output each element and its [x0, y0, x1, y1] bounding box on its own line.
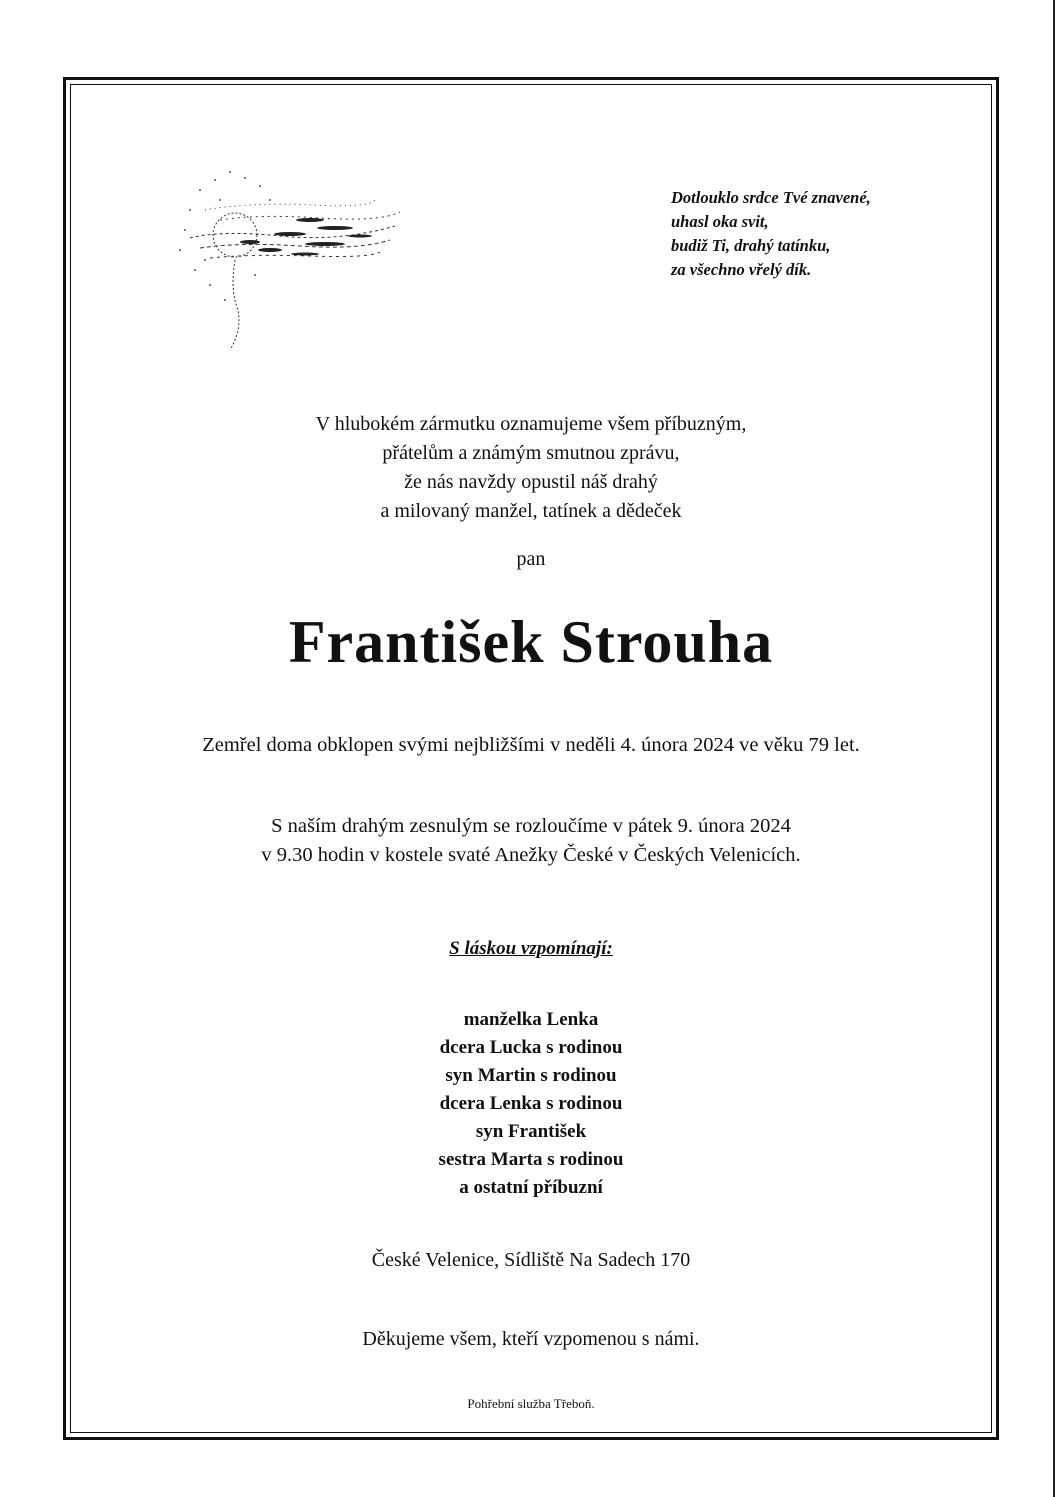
page-edge-line	[1053, 0, 1055, 1497]
sunset-illustration	[160, 150, 410, 360]
honorific: pan	[516, 548, 546, 570]
intro-line: přátelům a známým smutnou zprávu,	[382, 442, 680, 464]
funeral-details	[70, 812, 992, 870]
address: České Velenice, Sídliště Na Sadech 170	[371, 1249, 691, 1271]
remember-heading: S láskou vzpomínají:	[449, 938, 613, 959]
poem-line: za všechno vřelý dík.	[671, 260, 812, 279]
intro-line: a milovaný manžel, tatínek a dědeček	[380, 500, 682, 522]
family-member: syn František	[475, 1121, 587, 1142]
thanks-line: Děkujeme všem, kteří vzpomenou s námi.	[362, 1328, 700, 1350]
funeral-line: S naším drahým zesnulým se rozloučíme v pátek 9. února 2024	[271, 815, 791, 837]
family-member: sestra Marta s rodinou	[438, 1149, 624, 1170]
family-member: dcera Lucka s rodinou	[439, 1037, 623, 1058]
announcement-intro	[70, 410, 992, 526]
poem-line: uhasl oka svit,	[671, 212, 769, 231]
deceased-name: František Strouha	[288, 609, 774, 675]
funeral-line: v 9.30 hodin v kostele svaté Anežky České v Českých Velenicích.	[261, 844, 801, 866]
intro-line: že nás navždy opustil náš drahý	[404, 471, 658, 493]
family-member: syn Martin s rodinou	[445, 1065, 617, 1086]
funeral-agency: Pohřební služba Třeboň.	[467, 1396, 595, 1411]
family-member: a ostatní příbuzní	[459, 1177, 603, 1198]
intro-line: V hlubokém zármutku oznamujeme všem příbuzným,	[315, 413, 747, 435]
poem-line: Dotlouklo srdce Tvé znavené,	[671, 188, 871, 207]
family-list	[70, 1006, 992, 1202]
family-member: dcera Lenka s rodinou	[439, 1093, 623, 1114]
poem-line: budiž Ti, drahý tatínku,	[671, 236, 831, 255]
family-member: manželka Lenka	[463, 1009, 599, 1030]
death-notice: Zemřel doma obklopen svými nejbližšími v neděli 4. února 2024 ve věku 79 let.	[202, 734, 860, 756]
memorial-poem	[671, 186, 971, 282]
